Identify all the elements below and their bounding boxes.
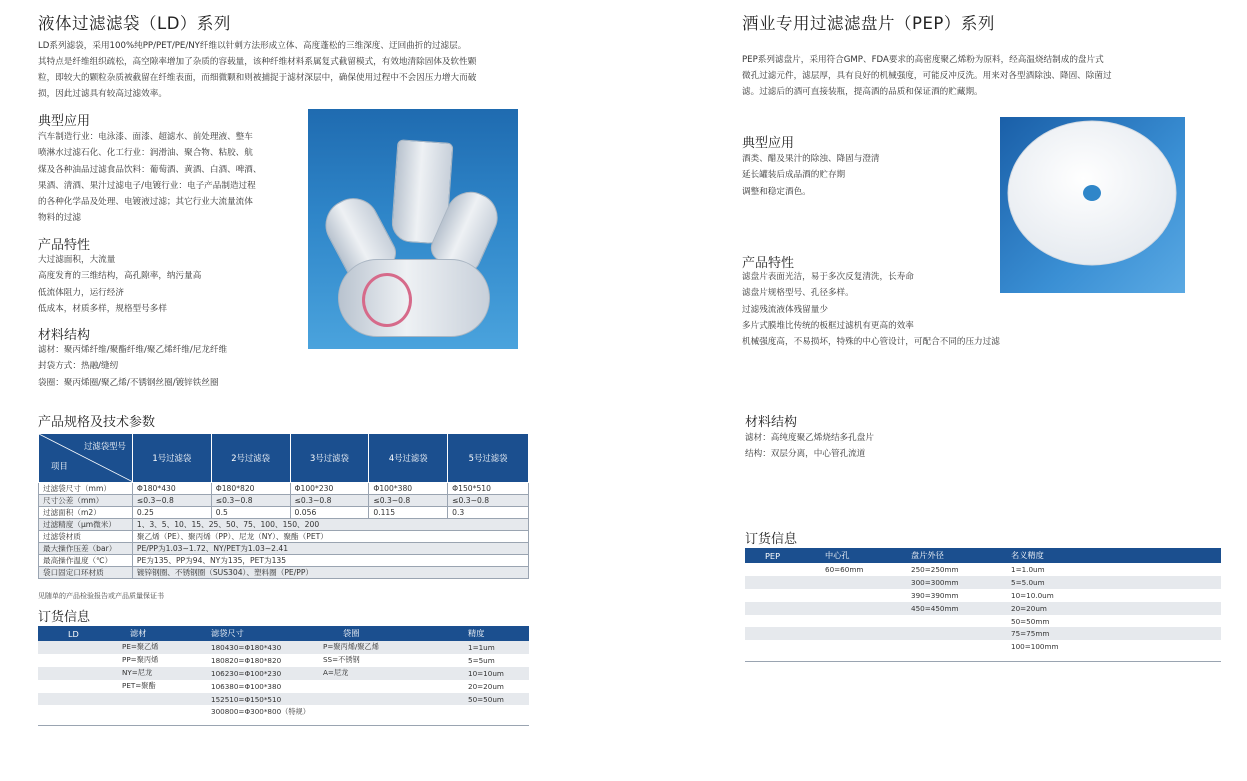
table-cell: ≤0.3~0.8	[448, 495, 529, 507]
left-mat-list	[38, 342, 227, 391]
feat-line: 机械强度高，不易损坏，特殊的中心管设计，可配合不同的压力过滤	[742, 337, 1000, 348]
table-cell	[825, 627, 911, 640]
spec-note: 见随单的产品检验报告或产品质量保证书	[38, 592, 164, 600]
right-title: 酒业专用过滤滤盘片（PEP）系列	[742, 14, 995, 33]
filter-bag-image	[338, 259, 490, 337]
row-label: 最高操作温度（℃）	[39, 555, 133, 567]
app-line: 的各种化学品及处理、电镀液过滤；其它行业大流量流体	[38, 197, 253, 208]
bag-ring-image	[362, 273, 412, 327]
table-row	[745, 640, 1221, 653]
left-mat-title: 材料结构	[38, 328, 91, 343]
table-cell: 0.3	[448, 507, 529, 519]
table-cell: 5=5um	[432, 654, 529, 667]
left-feat-title: 产品特性	[38, 238, 91, 253]
app-line: 物料的过滤	[38, 213, 81, 224]
feat-line: 过滤残流液体残留量少	[742, 304, 828, 315]
table-row	[39, 519, 529, 531]
table-row	[39, 567, 529, 579]
filter-bag-photo	[308, 109, 518, 349]
table-cell: PE=聚乙烯	[122, 641, 211, 654]
table-cell	[911, 615, 1011, 628]
table-row	[39, 495, 529, 507]
feat-line: 多片式膜堆比传统的板框过滤机有更高的效率	[742, 320, 914, 331]
table-cell	[745, 589, 825, 602]
order-header-row	[38, 626, 529, 641]
intro-line: PEP系列滤盘片，采用符合GMP、FDA要求的高密度聚乙烯粉为原料，经高温烧结制成的盘片式	[742, 55, 1104, 65]
filter-disc-photo	[1000, 117, 1185, 293]
table-cell: SS=不锈钢	[323, 654, 432, 667]
right-order-table	[745, 548, 1221, 653]
table-cell: 180430=Φ180*430	[211, 641, 323, 654]
table-cell: 0.056	[290, 507, 369, 519]
right-mat-title: 材料结构	[745, 415, 798, 430]
table-row	[745, 627, 1221, 640]
divider	[38, 725, 529, 726]
table-cell: P=聚丙烯/聚乙烯	[323, 641, 432, 654]
table-cell: PET=聚酯	[122, 680, 211, 693]
spec-col-header: 2号过滤袋	[211, 434, 290, 483]
table-cell: Φ100*230	[290, 483, 369, 495]
intro-line: 粒，即较大的颗粒杂质被截留在纤维表面，而细微颗和则被捕捉于滤材深层中，确保使用过程中不会因压力增大而破	[38, 73, 477, 83]
table-cell	[825, 589, 911, 602]
table-row	[39, 531, 529, 543]
row-label: 最大操作压差（bar）	[39, 543, 133, 555]
table-row	[39, 507, 529, 519]
divider	[745, 661, 1221, 662]
table-cell: 1=1um	[432, 641, 529, 654]
table-cell: Φ150*510	[448, 483, 529, 495]
table-row	[39, 543, 529, 555]
right-order-title: 订货信息	[745, 532, 798, 547]
table-row	[38, 680, 529, 693]
table-cell: ≤0.3~0.8	[132, 495, 211, 507]
table-row	[38, 641, 529, 654]
table-cell: Φ180*820	[211, 483, 290, 495]
table-row	[39, 555, 529, 567]
table-cell	[38, 654, 122, 667]
row-label: 过滤袋尺寸（mm）	[39, 483, 133, 495]
table-cell	[825, 640, 911, 653]
row-label: 过滤面积（m2）	[39, 507, 133, 519]
table-cell	[745, 576, 825, 589]
left-order-table	[38, 626, 529, 718]
table-row	[745, 563, 1221, 576]
mat-line: 结构：双层分离，中心管孔流道	[745, 449, 866, 460]
table-cell: 0.25	[132, 507, 211, 519]
right-mat-list	[745, 430, 874, 463]
table-row	[745, 602, 1221, 615]
table-cell: 50=50um	[432, 693, 529, 706]
table-cell: 镀锌钢圈、不锈钢圈（SUS304）、塑料圈（PE/PP）	[132, 567, 528, 579]
intro-line: 微孔过滤元件，滤层厚，具有良好的机械强度，可能反冲反洗。用来对各型酒除浊、降固、除菌过	[742, 71, 1112, 81]
app-line: 汽车制造行业：电泳漆、面漆、超滤水、前处理液、整车	[38, 132, 253, 142]
spec-corner-top: 过滤袋型号	[84, 441, 126, 451]
table-cell	[38, 705, 122, 718]
table-row	[745, 576, 1221, 589]
feat-line: 滤盘片规格型号、孔径多样。	[742, 288, 854, 299]
table-cell: 100=100mm	[1011, 640, 1221, 653]
spec-col-header: 1号过滤袋	[132, 434, 211, 483]
table-cell: 75=75mm	[1011, 627, 1221, 640]
row-label: 过滤袋材质	[39, 531, 133, 543]
table-cell: 50=50mm	[1011, 615, 1221, 628]
table-cell: 1=1.0um	[1011, 563, 1221, 576]
table-cell	[38, 641, 122, 654]
intro-line: 滤。过滤后的酒可直接装瓶，提高酒的品质和保证酒的贮藏期。	[742, 87, 983, 97]
table-row	[745, 615, 1221, 628]
feat-line: 低流体阻力，运行经济	[38, 287, 124, 298]
table-cell	[911, 627, 1011, 640]
table-cell: 300800=Φ300*800（特规）	[211, 705, 323, 718]
order-col-header: PEP	[745, 548, 825, 563]
spec-table	[38, 433, 529, 579]
table-cell: PE/PP为1.03~1.72、NY/PET为1.03~2.41	[132, 543, 528, 555]
table-cell	[323, 693, 432, 706]
table-cell: 1、3、5、10、15、25、50、75、100、150、200	[132, 519, 528, 531]
table-cell: 180820=Φ180*820	[211, 654, 323, 667]
table-cell	[825, 615, 911, 628]
table-cell: Φ180*430	[132, 483, 211, 495]
table-cell	[745, 563, 825, 576]
table-cell	[38, 680, 122, 693]
feat-line: 大过滤面积，大流量	[38, 255, 116, 265]
order-col-header: LD	[38, 626, 122, 641]
order-header-row	[745, 548, 1221, 563]
table-cell: 0.5	[211, 507, 290, 519]
table-cell	[745, 640, 825, 653]
row-label: 尺寸公差（mm）	[39, 495, 133, 507]
feat-line: 滤盘片表面光洁，易于多次反复清洗，长寿命	[742, 272, 914, 282]
table-cell	[745, 627, 825, 640]
table-cell: ≤0.3~0.8	[369, 495, 448, 507]
table-cell: 5=5.0um	[1011, 576, 1221, 589]
app-line: 酒类、醋及果汁的除浊、降固与澄清	[742, 154, 880, 164]
spec-corner-bottom: 项目	[51, 461, 68, 471]
mat-line: 滤材：聚丙烯纤维/聚酯纤维/聚乙烯纤维/尼龙纤维	[38, 345, 228, 355]
table-cell	[825, 576, 911, 589]
order-col-header: 滤材	[122, 626, 211, 641]
table-cell	[122, 705, 211, 718]
table-cell	[38, 667, 122, 680]
intro-line: 其特点是纤维组织疏松，高空隙率增加了杂质的容载量，该种纤维材料系属复式截留模式，有效地清除固体及软性颗	[38, 57, 477, 67]
table-cell: 450=450mm	[911, 602, 1011, 615]
table-cell: 250=250mm	[911, 563, 1011, 576]
spec-corner-cell	[39, 434, 133, 483]
table-row	[38, 667, 529, 680]
table-cell: 10=10um	[432, 667, 529, 680]
left-intro	[38, 38, 476, 102]
table-cell	[38, 693, 122, 706]
table-cell	[323, 705, 432, 718]
table-row	[745, 589, 1221, 602]
table-cell: 300=300mm	[911, 576, 1011, 589]
table-row	[39, 483, 529, 495]
intro-line: 损，因此过滤具有较高过滤效率。	[38, 89, 167, 99]
app-line: 果酒、清酒、果汁过滤电子/电镀行业：电子产品制造过程	[38, 180, 256, 191]
table-cell: NY=尼龙	[122, 667, 211, 680]
order-col-header: 名义精度	[1011, 548, 1221, 563]
table-cell: Φ100*380	[369, 483, 448, 495]
app-line: 延长罐装后成品酒的贮存期	[742, 170, 846, 181]
table-cell: 20=20um	[432, 680, 529, 693]
table-cell: A=尼龙	[323, 667, 432, 680]
app-line: 煤及各种油品过滤食品饮料：葡萄酒、黄酒、白酒、啤酒、	[38, 164, 262, 175]
mat-line: 滤材：高纯度聚乙烯烧结多孔盘片	[745, 433, 874, 443]
right-app-title: 典型应用	[742, 136, 795, 151]
feat-line: 高度发育的三维结构，高孔隙率，纳污量高	[38, 271, 202, 282]
table-cell: 10=10.0um	[1011, 589, 1221, 602]
spec-col-header: 5号过滤袋	[448, 434, 529, 483]
left-feat-list	[38, 252, 201, 317]
right-intro	[742, 52, 1112, 100]
intro-line: LD系列滤袋，采用100%纯PP/PET/PE/NY纤维以针刺方法形成立体、高度蓬松的三维深度、迂回曲折的过滤层。	[38, 41, 467, 51]
table-cell	[122, 693, 211, 706]
left-order-title: 订货信息	[38, 610, 91, 625]
left-app-list	[38, 129, 261, 227]
spec-col-header: 4号过滤袋	[369, 434, 448, 483]
order-col-header: 袋圈	[323, 626, 432, 641]
table-cell: PP=聚丙烯	[122, 654, 211, 667]
table-row	[38, 705, 529, 718]
table-cell: 152510=Φ150*510	[211, 693, 323, 706]
table-row	[38, 693, 529, 706]
row-label: 过滤精度（μm微米）	[39, 519, 133, 531]
order-col-header: 滤袋尺寸	[211, 626, 323, 641]
right-feat-list	[742, 269, 1000, 350]
right-app-list	[742, 151, 880, 200]
row-label: 袋口固定口环材质	[39, 567, 133, 579]
left-app-title: 典型应用	[38, 114, 91, 129]
mat-line: 袋圈：聚丙烯圈/聚乙烯/不锈钢丝圈/镀锌铁丝圈	[38, 377, 219, 388]
app-line: 调整和稳定酒色。	[742, 186, 811, 197]
spec-title: 产品规格及技术参数	[38, 415, 156, 430]
table-cell	[825, 602, 911, 615]
order-col-header: 精度	[432, 626, 529, 641]
table-cell	[323, 680, 432, 693]
table-cell	[745, 615, 825, 628]
table-cell: 106380=Φ100*380	[211, 680, 323, 693]
table-cell	[432, 705, 529, 718]
table-cell: 0.115	[369, 507, 448, 519]
table-cell	[911, 640, 1011, 653]
right-feat-title: 产品特性	[742, 256, 795, 271]
table-cell: 60=60mm	[825, 563, 911, 576]
feat-line: 低成本，材质多样，规格型号多样	[38, 303, 167, 314]
table-cell: ≤0.3~0.8	[290, 495, 369, 507]
app-line: 喷淋水过滤石化、化工行业：润滑油、聚合物、粘胶、航	[38, 148, 253, 159]
table-cell: 390=390mm	[911, 589, 1011, 602]
table-cell: 20=20um	[1011, 602, 1221, 615]
table-row	[38, 654, 529, 667]
order-col-header: 中心孔	[825, 548, 911, 563]
left-title: 液体过滤滤袋（LD）系列	[38, 14, 231, 33]
table-cell: 聚乙烯（PE）、聚丙烯（PP）、尼龙（NY）、聚酯（PET）	[132, 531, 528, 543]
mat-line: 封袋方式：热融/缝纫	[38, 361, 119, 372]
table-cell: 106230=Φ100*230	[211, 667, 323, 680]
table-cell	[745, 602, 825, 615]
table-cell: ≤0.3~0.8	[211, 495, 290, 507]
spec-col-header: 3号过滤袋	[290, 434, 369, 483]
order-col-header: 盘片外径	[911, 548, 1011, 563]
filter-disc-image	[1000, 117, 1185, 293]
table-cell: PE为135、PP为94、NY为135，PET为135	[132, 555, 528, 567]
